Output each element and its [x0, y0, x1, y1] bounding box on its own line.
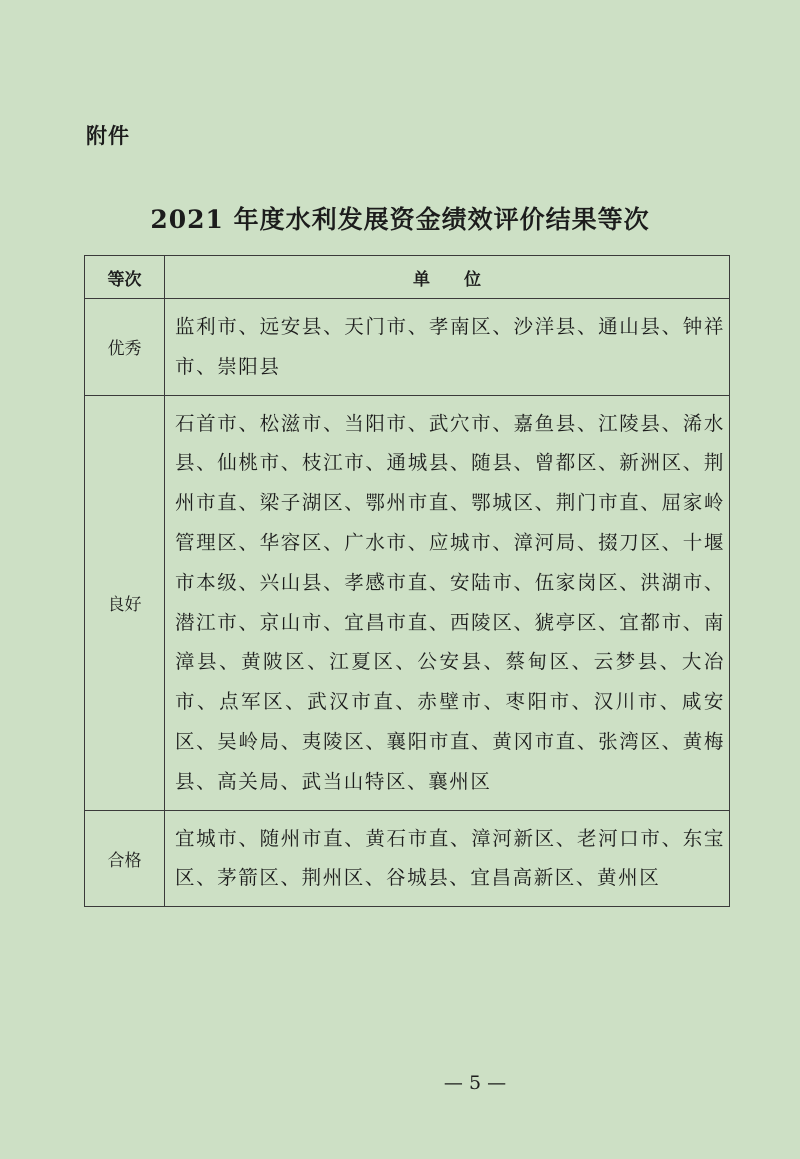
attachment-label: 附件 [86, 124, 130, 148]
grade-cell: 合格 [85, 810, 165, 907]
units-column-header [165, 256, 730, 299]
document-title: 2021 年度水利发展资金绩效评价结果等次 [150, 205, 650, 234]
results-table [84, 255, 730, 907]
page-number [0, 1072, 800, 1094]
units-header-label: 单位 [413, 269, 515, 290]
table-row-good [85, 395, 730, 810]
units-cell: 宜城市、随州市直、黄石市直、漳河新区、老河口市、东宝区、茅箭区、荆州区、谷城县、宜昌高新区、黄州区 [165, 810, 730, 907]
units-cell: 监利市、远安县、天门市、孝南区、沙洋县、通山县、钟祥市、崇阳县 [165, 299, 730, 396]
table-row-pass [85, 810, 730, 907]
grade-column-header: 等次 [85, 256, 165, 299]
grade-cell: 良好 [85, 395, 165, 810]
table-header-row [85, 256, 730, 299]
table-row-excellent [85, 299, 730, 396]
units-cell: 石首市、松滋市、当阳市、武穴市、嘉鱼县、江陵县、浠水县、仙桃市、枝江市、通城县、随县、曾都区、新洲区、荆州市直、梁子湖区、鄂州市直、鄂城区、荆门市直、屈家岭管理区、华容区、广水市、应城市、漳河局、掇刀区、十堰市本级、兴山县、孝感市直、安陆市、伍家岗区、洪湖市、潜江市、京山市、宜昌市直、西陵区、猇亭区、宜都市、南漳县、黄陂区、江夏区、公安县、蔡甸区、云梦县、大冶市、点军区、武汉市直、赤壁市、枣阳市、汉川市、咸安区、吴岭局、夷陵区、襄阳市直、黄冈市直、张湾区、黄梅县、高关局、武当山特区、襄州区 [165, 395, 730, 810]
page-number-label: — 5 — [443, 1072, 507, 1094]
grade-cell: 优秀 [85, 299, 165, 396]
